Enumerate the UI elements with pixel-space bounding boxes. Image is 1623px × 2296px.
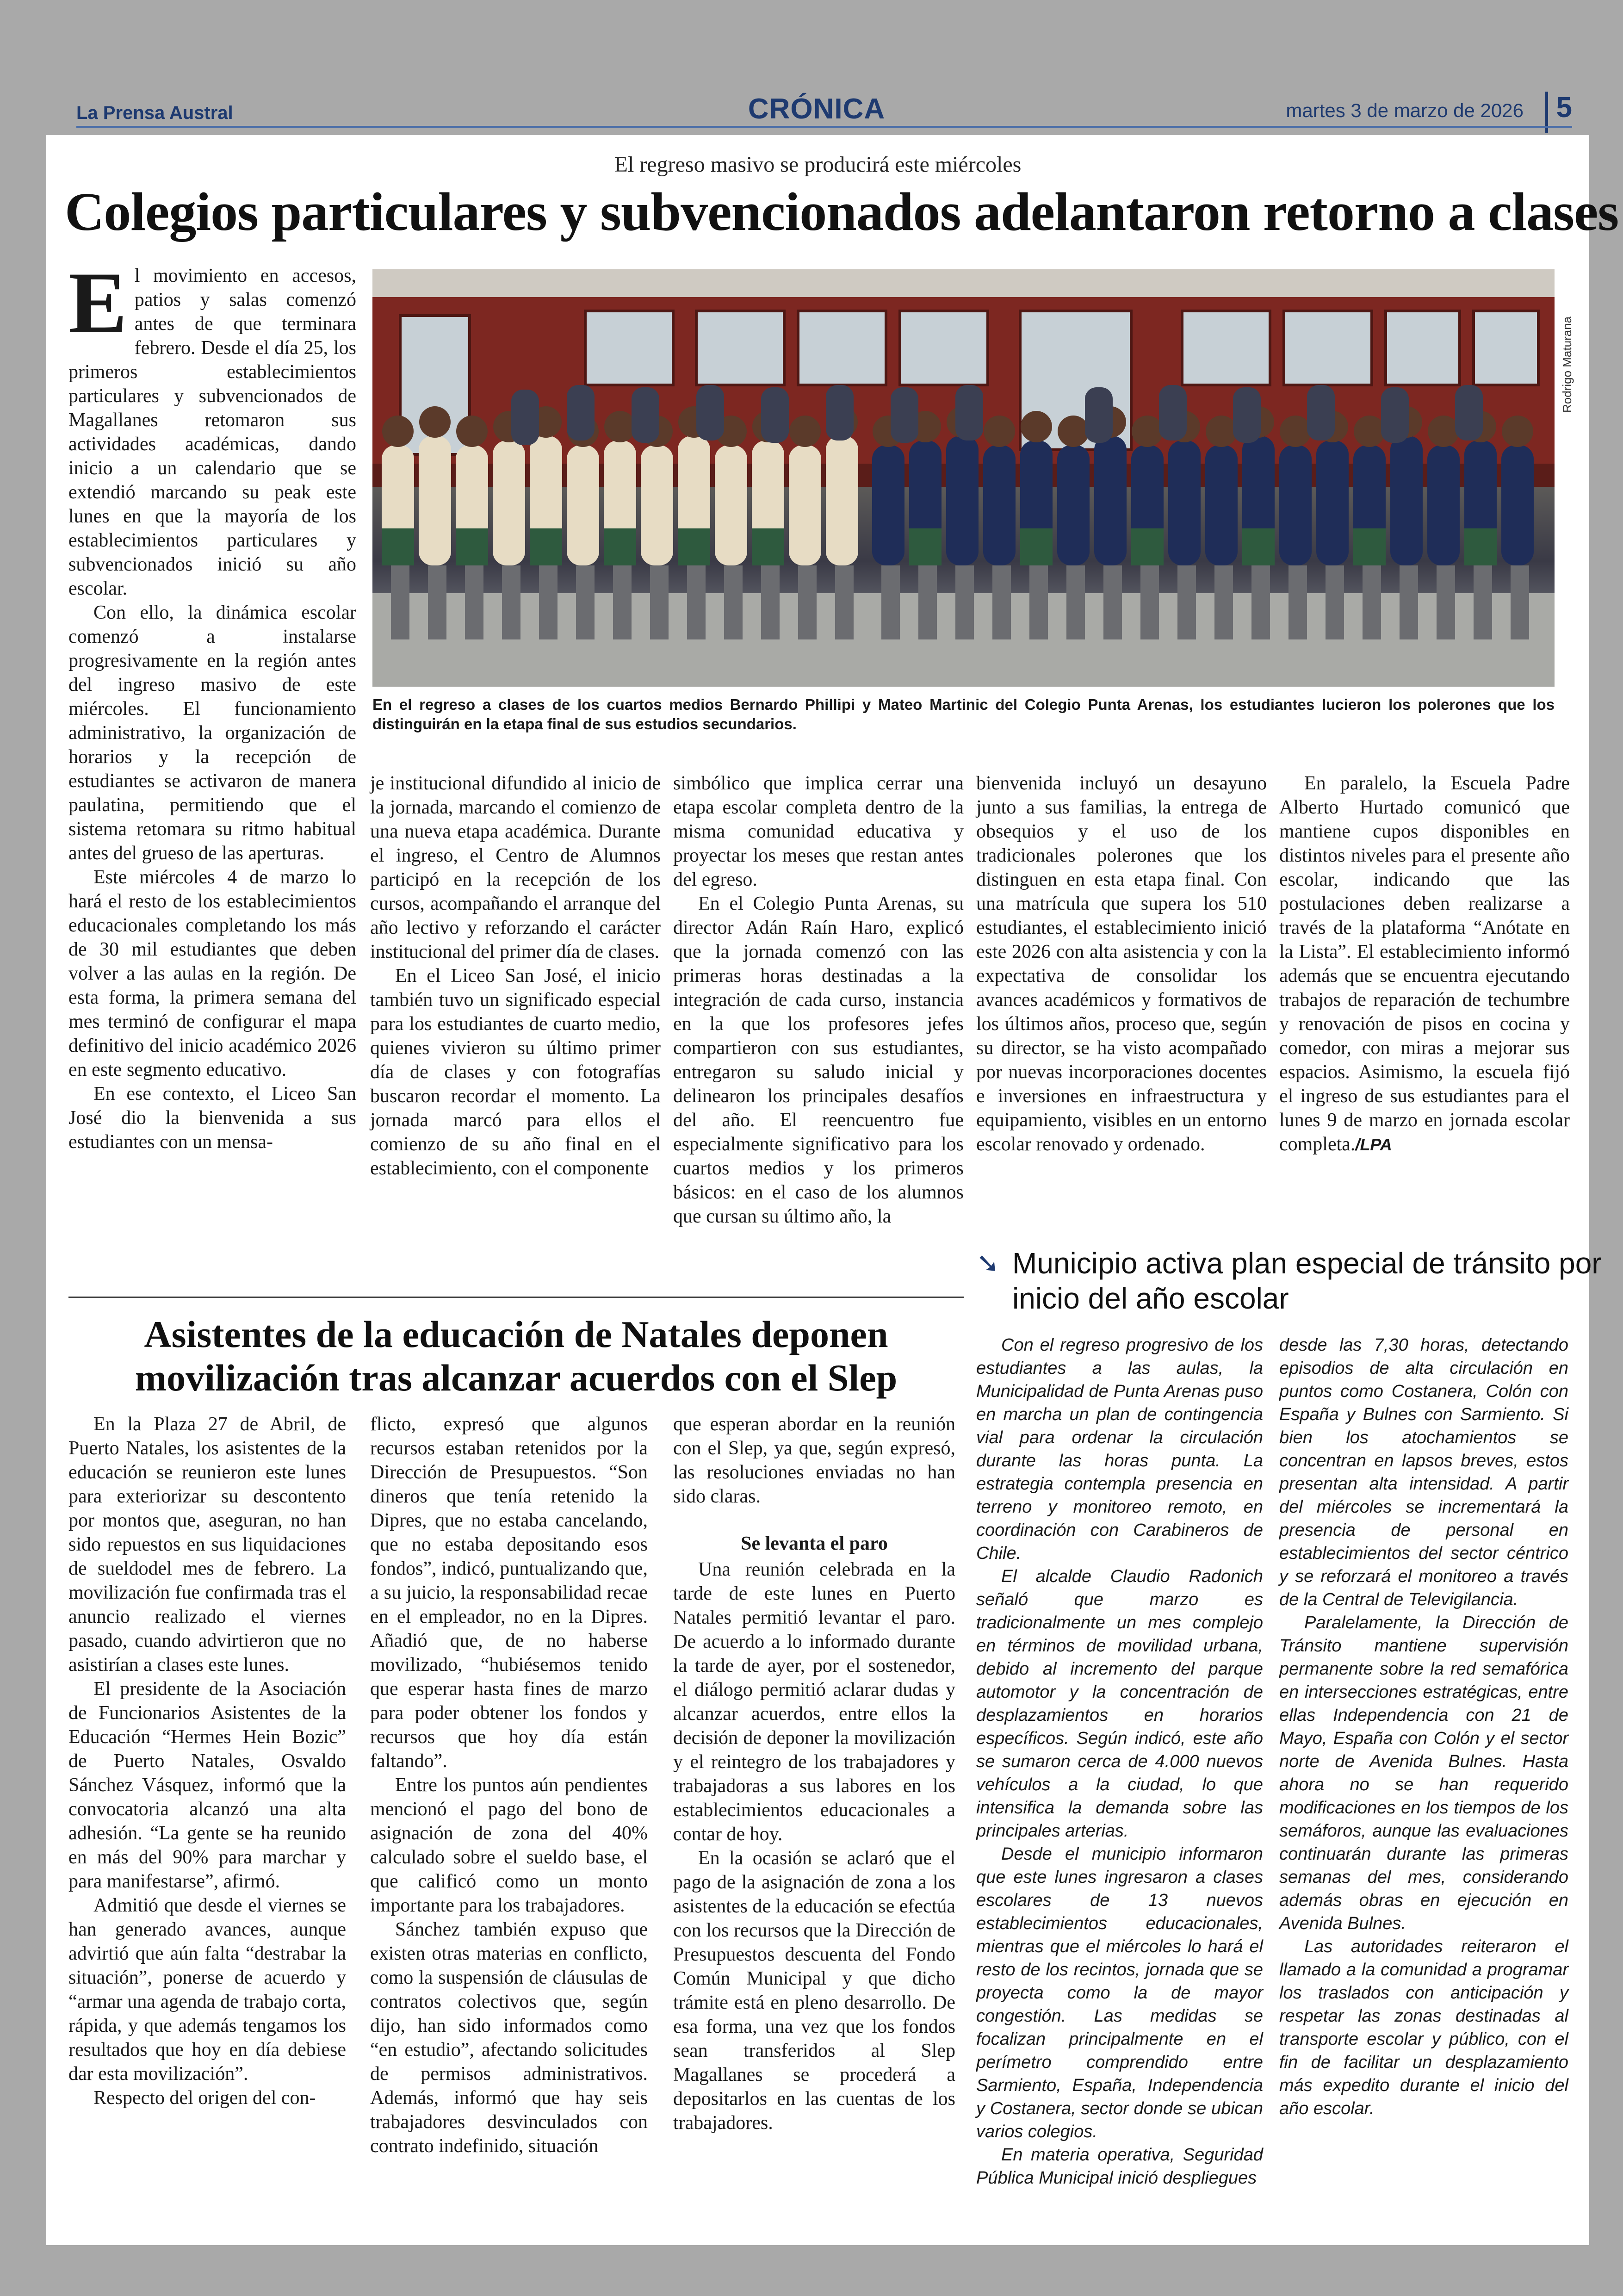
photo-credit: Rodrigo Maturana <box>1560 316 1574 413</box>
paragraph: En el Liceo San José, el inicio también tuvo un significado especial para los estudiantes de cuarto medio, quienes vivieron su último primer día de clases y con fotografías buscaron recordar el momento. La jornada marcó para ellos el comienzo de su año final en el establecimiento, con el componente <box>370 965 661 1179</box>
photo-illustration <box>372 269 1555 687</box>
second-article-column-3 <box>673 1412 955 2135</box>
page-number: 5 <box>1545 92 1572 133</box>
second-article-column-1 <box>68 1412 346 2110</box>
sidebar-column-1 <box>976 1334 1263 2190</box>
article-kicker: El regreso masivo se producirá este miércoles <box>614 152 1022 177</box>
arrow-icon: ➘ <box>976 1247 1000 1278</box>
section-divider <box>68 1297 964 1298</box>
paragraph: El presidente de la Asociación de Funcionarios Asistentes de la Educación “Hermes Hein Bozic” de Puerto Natales, Osvaldo Sánchez Vásquez, informó que la convocatoria alcanzó una alta adhesión. “La gente se ha reunido en más del 90% para marchar y para manifestarse”, afirmó. <box>68 1678 346 1892</box>
paragraph <box>1279 771 1570 1157</box>
main-article-column-5 <box>1279 771 1570 1157</box>
paragraph: Admitió que desde el viernes se han generado avances, aunque advirtió que aún falta “destrabar la situación”, ponerse de acuerdo y “armar una agenda de trabajo corta, rápida, y que además tengamos los resultados que hoy en día debiese dar esta movilización”. <box>68 1895 346 2085</box>
sidebar-headline-text: Municipio activa plan especial de tránsito por inicio del año escolar <box>1012 1247 1602 1315</box>
second-article-headline: Asistentes de la educación de Natales deponen movilización tras alcanzar acuerdos con el Slep <box>135 1313 898 1399</box>
paragraph: Paralelamente, la Dirección de Tránsito mantiene supervisión permanente sobre la red semafórica en intersecciones estratégicas, entre ellas Independencia con 21 de Mayo, España con Colón y el sector norte de Avenida Bulnes. Hasta ahora no se han requerido modificaciones en los tiempos de los semáforos, aunque las evaluaciones continuarán durante las primeras semanas del mes, considerando además obras en ejecución en Avenida Bulnes. <box>1279 1613 1568 1933</box>
paragraph: En la Plaza 27 de Abril, de Puerto Natales, los asistentes de la educación se reunieron este lunes para exteriorizar su descontento por montos que, aseguran, no han sido repuestos en sus liquidaciones de sueldodel mes de febrero. La movilización fue confirmada tras el anuncio realizado el viernes pasado, cuando advirtieron que no asistirían a clases este lunes. <box>68 1414 346 1675</box>
newspaper-name: La Prensa Austral <box>76 103 233 123</box>
paragraph: je institucional difundido al inicio de la jornada, marcando el comienzo de una nueva etapa académica. Durante el ingreso, el Centro de Alumnos participó en la recepción de los cursos, acompañando el arranque del año lectivo y reforzando el carácter institucional del primer día de clases. <box>370 773 661 962</box>
paragraph: Con el regreso progresivo de los estudiantes a las aulas, la Municipalidad de Punta Arenas puso en marcha un plan de contingencia vial para ordenar la circulación durante las horas punta. La estrategia contempla presencia en terreno y monitoreo remoto, en coordinación con Carabineros de Chile. <box>976 1335 1263 1563</box>
paragraph-text: En paralelo, la Escuela Padre Alberto Hurtado comunicó que mantiene cupos disponibles en distintos niveles para el presente año escolar, indicando que las postulaciones deben realizarse a través de la plataforma “Anótate en la Lista”. El establecimiento informó además que se encuentra ejecutando trabajos de reparación de techumbre y renovación de pisos en cocina y comedor, con miras a mejorar sus espacios. Asimismo, la escuela fijó el ingreso de sus estudiantes para el lunes 9 de marzo en jornada escolar completa. <box>1279 773 1570 1155</box>
paragraph: Con ello, la dinámica escolar comenzó a instalarse progresivamente en la región antes del ingreso masivo de este miércoles. El funcionamiento administrativo, la organización de horarios y la recepción de estudiantes se activaron de manera paulatina, permitiendo que el sistema retomara su ritmo habitual antes del grueso de las aperturas. <box>68 602 356 864</box>
drop-cap: E <box>68 254 127 352</box>
paragraph: Las autoridades reiteraron el llamado a la comunidad a programar los traslados con anticipación y respetar las zonas destinadas al transporte escolar y público, con el fin de facilitar un desplazamiento más expedito durante el inicio del año escolar. <box>1279 1937 1568 2118</box>
main-article-column-1 <box>68 254 356 1154</box>
issue-date: martes 3 de marzo de 2026 <box>1286 99 1524 121</box>
article-signature: /LPA <box>1355 1135 1392 1154</box>
paragraph: En materia operativa, Seguridad Pública Municipal inició despliegues <box>976 2145 1263 2188</box>
paragraph: Este miércoles 4 de marzo lo hará el resto de los establecimientos educacionales completando los más de 30 mil estudiantes que deben volver a las aulas en la región. De esta forma, la primera semana del mes terminó de configurar el mapa definitivo del inicio académico 2026 en este segmento educativo. <box>68 867 356 1080</box>
paragraph: Respecto del origen del con- <box>93 2087 316 2109</box>
section-name: CRÓNICA <box>748 93 886 125</box>
header-rule <box>76 126 1572 128</box>
paragraph: bienvenida incluyó un desayuno junto a sus familias, la entrega de obsequios y el uso de los tradicionales polerones que los distinguen en esta etapa final. Con una matrícula que supera los 510 estudiantes, el establecimiento inició este 2026 con alta asistencia y con la expectativa de consolidar los avances académicos y formativos de los últimos años, proceso que, según su director, se ha visto acompañado por nuevas incorporaciones docentes e inversiones en infraestructura y equipamiento, visibles en un entorno escolar renovado y ordenado. <box>976 773 1267 1155</box>
sidebar-headline <box>976 1246 1609 1316</box>
main-article-column-3 <box>673 771 964 1229</box>
second-article-subhead: Se levanta el paro <box>741 1533 888 1554</box>
paragraph: El alcalde Claudio Radonich señaló que marzo es tradicionalmente un mes complejo en términos de movilidad urbana, debido al incremento del parque automotor y la concentración de desplazamientos en horarios específicos. Según indicó, este año se sumaron cerca de 4.000 nuevos vehículos a la ciudad, lo que intensifica la demanda sobre las principales arterias. <box>976 1567 1263 1841</box>
paragraph: l movimiento en accesos, patios y salas comenzó antes de que terminara febrero. Desde el día 25, los primeros establecimientos particulares y subvencionados de Magallanes retomaron sus actividades académicas, dando inicio a un calendario que se extendió marcando su peak este lunes en que la mayoría de los establecimientos particulares y subvencionados inició su año escolar. <box>68 265 356 599</box>
paragraph: En el Colegio Punta Arenas, su director Adán Raín Haro, explicó que la jornada comenzó con las primeras horas destinadas a la integración de cada curso, instancia en la que los profesores jefes compartieron con sus estudiantes, entregaron su saludo inicial y delinearon los principales desafíos del año. El reencuentro fue especialmente significativo para los cuartos medios y los primeros básicos: en el caso de los alumnos que cursan su último año, la <box>673 893 964 1227</box>
paragraph: flicto, expresó que algunos recursos estaban retenidos por la Dirección de Presupuestos. “Son dineros que tenía retenido la Dipres, que no estaba cancelando, que no estaba depositando esos fondos”, indicó, puntualizando que, a su juicio, la responsabilidad recae en el empleador, no en la Dipres. Añadió que, de no haberse movilizado, “hubiésemos tenido que esperar hasta fines de marzo para poder obtener los fondos y recursos que hoy día están faltando”. <box>370 1414 648 1772</box>
paragraph: desde las 7,30 horas, detectando episodios de alta circulación en puntos como Costanera, Colón con España y Bulnes con Sarmiento. Si bien los atochamientos se concentran en lapsos breves, estos presentan alta intensidad. A partir del miércoles se incrementará la presencia de personal en establecimientos del sector céntrico y se reforzará el monitoreo a través de la Central de Televigilancia. <box>1279 1335 1568 1609</box>
paragraph: Desde el municipio informaron que este lunes ingresaron a clases escolares de 13 nuevos establecimientos educacionales, mientras que el miércoles lo hará el resto de los recintos, jornada que se proyecta como la de mayor congestión. Las medidas se focalizan principalmente en el perímetro comprendido entre Sarmiento, España, Independencia y Costanera, sector donde se ubican varios colegios. <box>976 1844 1263 2141</box>
main-article-column-4 <box>976 771 1267 1156</box>
paragraph: simbólico que implica cerrar una etapa escolar completa dentro de la misma comunidad educativa y proyectar los meses que restan antes del egreso. <box>673 773 964 890</box>
second-article-column-2 <box>370 1412 648 2158</box>
paragraph: En la ocasión se aclaró que el pago de la asignación de zona a los asistentes de la educación se efectúa con los recursos que la Dirección de Presupuestos descuenta del Fondo Común Municipal y que dicho trámite está en pleno desarrollo. De esa forma, una vez que los fondos sean transferidos al Slep Magallanes se procederá a depositarlos en las cuentas de los trabajadores. <box>673 1848 955 2134</box>
main-article-column-2 <box>370 771 661 1180</box>
paragraph: En ese contexto, el Liceo San José dio la bienvenida a sus estudiantes con un mensa- <box>68 1083 356 1153</box>
article-headline: Colegios particulares y subvencionados adelantaron retorno a clases <box>65 181 1619 242</box>
newspaper-page <box>46 135 1619 2245</box>
sidebar-column-2 <box>1279 1334 1568 2120</box>
paragraph: Una reunión celebrada en la tarde de este lunes en Puerto Natales permitió levantar el paro. De acuerdo a lo informado durante la tarde de ayer, por el sostenedor, el diálogo permitió aclarar dudas y alcanzar acuerdos, entre ellos la decisión de deponer la movilización y el reintegro de los trabajadores y trabajadoras a sus labores en los establecimientos educacionales a contar de hoy. <box>673 1559 955 1845</box>
photo-caption: En el regreso a clases de los cuartos medios Bernardo Phillipi y Mateo Martinic del Colegio Punta Arenas, los estudiantes lucieron los polerones que los distinguirán en la etapa final de sus estudios secundarios. <box>372 696 1555 732</box>
students-group-photo <box>372 269 1555 687</box>
paragraph: Sánchez también expuso que existen otras materias en conflicto, como la suspensión de cláusulas de contratos colectivos que, según dijo, han sido informados como “en estudio”, afectando solicitudes de permisos administrativos. Además, informó que hay seis trabajadores desvinculados con contrato indefinido, situación <box>370 1919 648 2157</box>
paragraph: Entre los puntos aún pendientes mencionó el pago del bono de asignación de zona del 40% calculado sobre el sueldo base, el que calificó como un monto importante para los trabajadores. <box>370 1775 648 1916</box>
paragraph: que esperan abordar en la reunión con el Slep, ya que, según expresó, las resoluciones enviadas no han sido claras. <box>673 1414 955 1507</box>
